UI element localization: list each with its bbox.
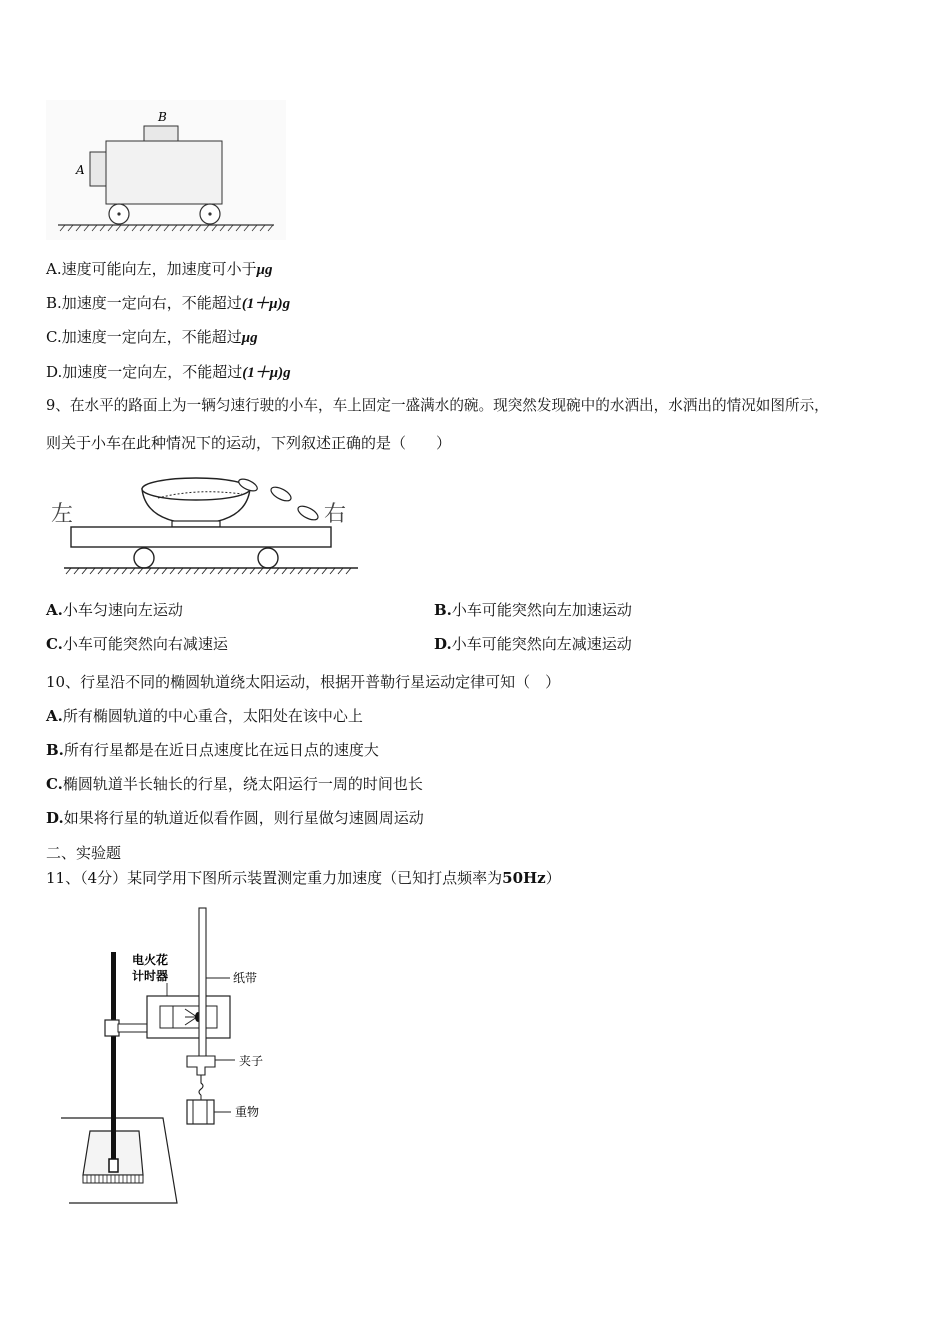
q8-option-a — [46, 259, 272, 280]
wheel-left — [134, 548, 154, 568]
q11-stem-suffix: ） — [545, 869, 561, 887]
q9-option-c — [46, 634, 228, 654]
option-letter: A. — [46, 707, 63, 725]
q11-stem-prefix: 11、（4分）某同学用下图所示装置测定重力加速度（已知打点频率为 — [46, 869, 503, 887]
option-text: 加速度一定向左，不能超过 — [61, 328, 242, 346]
option-letter: B. — [434, 601, 452, 619]
option-text: 加速度一定向右，不能超过 — [61, 294, 242, 312]
q9-stem-line1: 9、在水平的路面上为一辆匀速行驶的小车，车上固定一盛满水的碗。现突然发现碗中的水洒出，水洒出的情况如图所示， — [46, 397, 829, 414]
option-letter: C. — [46, 328, 62, 346]
block-a — [90, 152, 106, 186]
q9-option-b — [434, 600, 632, 620]
cart-body — [106, 141, 222, 204]
label-right: 右 — [324, 502, 347, 527]
option-letter: B. — [46, 741, 64, 759]
option-letter: B. — [46, 294, 62, 312]
label-a: A — [76, 163, 85, 177]
option-text: 速度可能向左，加速度可小于 — [61, 260, 257, 278]
option-expr: μg — [256, 262, 273, 278]
block-b — [144, 126, 178, 141]
q10-option-c — [46, 774, 423, 794]
bowl-cart-figure — [46, 470, 366, 582]
label-clip: 夹子 — [239, 1054, 264, 1068]
option-letter: A. — [46, 601, 63, 619]
option-letter: D. — [434, 635, 452, 653]
section-title: 二、实验题 — [46, 844, 122, 862]
cart-deck — [71, 527, 331, 547]
option-expr: (1＋μ)g — [241, 296, 291, 312]
water-drop — [296, 503, 320, 522]
stand-rod — [111, 952, 116, 1159]
rod-clamp — [105, 1020, 119, 1036]
option-expr: (1＋μ)g — [242, 365, 291, 381]
label-tape: 纸带 — [233, 971, 258, 985]
q8-option-d — [46, 362, 291, 383]
weight — [187, 1100, 214, 1124]
option-text: 加速度一定向左，不能超过 — [62, 363, 243, 381]
label-weight: 重物 — [235, 1105, 260, 1119]
option-text: 如果将行星的轨道近似看作圆，则行星做匀速圆周运动 — [63, 809, 424, 827]
q11-stem — [46, 868, 561, 888]
option-letter: D. — [46, 363, 63, 381]
clip — [187, 1056, 215, 1075]
q10-option-a — [46, 706, 363, 726]
label-left: 左 — [51, 502, 74, 527]
label-timer-line1: 电火花 — [132, 953, 169, 967]
option-text: 小车可能突然向左减速运动 — [451, 635, 632, 653]
q8-option-b — [46, 293, 290, 314]
cart-figure — [46, 100, 286, 240]
q10-option-b — [46, 740, 379, 760]
option-text: 椭圆轨道半长轴长的行星，绕太阳运行一周的时间也长 — [62, 775, 423, 793]
wheel-right — [258, 548, 278, 568]
q10-stem: 10、行星沿不同的椭圆轨道绕太阳运动，根据开普勒行星运动定律可知（ ） — [46, 673, 561, 691]
q9-stem-line2: 则关于小车在此种情况下的运动，下列叙述正确的是（ ） — [46, 434, 452, 452]
option-expr: μg — [241, 330, 258, 346]
option-text: 小车可能突然向左加速运动 — [451, 601, 632, 619]
water-drop — [269, 484, 293, 503]
paper-tape — [199, 908, 206, 1058]
option-text: 小车可能突然向右减速运 — [62, 635, 228, 653]
q8-option-c — [46, 327, 258, 348]
option-text: 小车匀速向左运动 — [62, 601, 183, 619]
option-text: 所有行星都是在近日点速度比在远日点的速度大 — [63, 741, 379, 759]
q11-stem-freq: 50Hz — [502, 869, 546, 887]
option-letter: A. — [46, 260, 62, 278]
option-letter: C. — [46, 775, 63, 793]
q10-option-d — [46, 808, 424, 828]
q9-option-a — [46, 600, 183, 620]
apparatus-figure — [55, 905, 305, 1210]
option-letter: D. — [46, 809, 64, 827]
option-text: 所有椭圆轨道的中心重合，太阳处在该中心上 — [62, 707, 363, 725]
label-timer-line2: 计时器 — [132, 969, 169, 983]
label-b: B — [158, 110, 167, 124]
q9-option-d — [434, 634, 632, 654]
option-letter: C. — [46, 635, 63, 653]
